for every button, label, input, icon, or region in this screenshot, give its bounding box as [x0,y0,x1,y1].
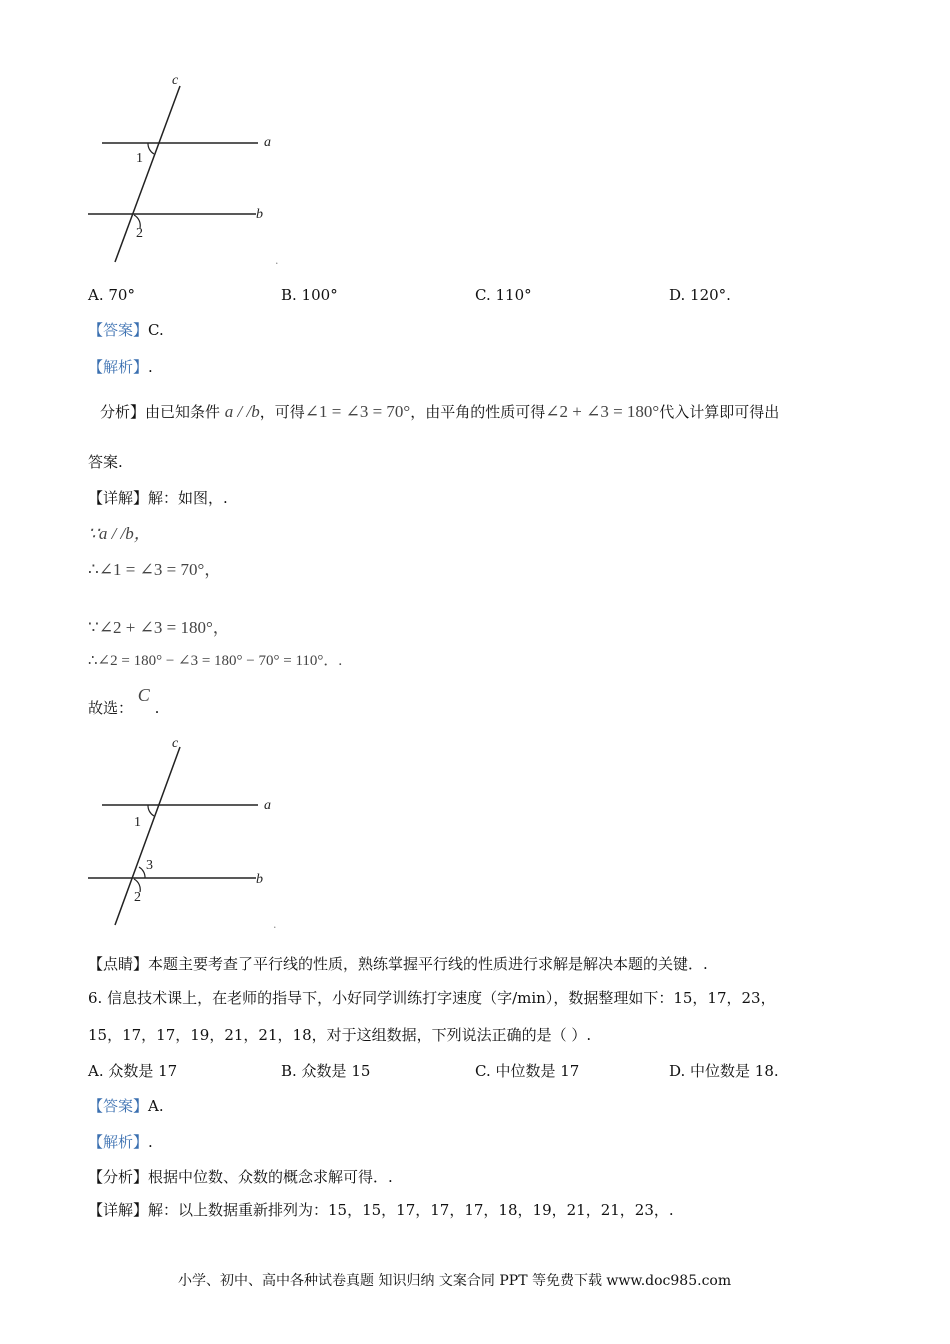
q5-options [0,286,950,308]
figure-parallel-lines-2 [80,735,290,935]
q5-fenxi-line2: 答案. [88,453,123,471]
q5-detail: 【详解】解：如图，. [88,489,228,507]
q5-option-a: A. 70° [88,286,135,304]
q5-option-d: D. 120°. [669,286,731,304]
q6-analysis-heading: 【解析】. [88,1133,153,1151]
label-angle-2: 2 [134,890,141,905]
angle-1-arc [148,143,154,154]
q5-step-3: ∵∠2 + ∠3 = 180°， [88,618,230,637]
label-angle-1: 1 [136,151,143,166]
label-a: a [264,798,271,813]
angle-3-arc [139,867,145,878]
q6-stem-line2: 15，17，17，19，21，21，18，对于这组数据，下列说法正确的是（ ）. [88,1026,592,1044]
label-b: b [256,207,263,222]
page-footer: 小学、初中、高中各种试卷真题 知识归纳 文案合同 PPT 等免费下载 www.doc985.com [178,1273,732,1289]
line-c [115,747,180,925]
q6-fenxi: 【分析】根据中位数、众数的概念求解可得．. [88,1168,393,1186]
q5-choose-value: C [137,685,150,705]
angle-1-arc [148,805,154,816]
label-angle-2: 2 [136,226,143,241]
q6-options [0,1060,950,1082]
q6-detail: 【详解】解：以上数据重新排列为：15，15，17，17，17，18，19，21，21，23，. [88,1201,674,1219]
q6-option-a: A. 众数是 17 [88,1062,178,1080]
q5-fenxi: 分析】由已知条件 a / /b，可得∠1 = ∠3 = 70°，由平角的性质可得∠2 + ∠3 = 180°代入计算即可得出 [100,402,780,421]
label-c: c [172,736,179,751]
q5-option-b: B. 100° [281,286,338,304]
mark: . [275,254,279,267]
mark: . [273,918,277,931]
label-a: a [264,135,271,150]
q5-answer: 【答案】C. [88,321,164,339]
label-b: b [256,872,263,887]
q5-option-c: C. 110° [475,286,532,304]
label-angle-3: 3 [146,858,153,873]
q6-option-d: D. 中位数是 18. [669,1062,779,1080]
q5-choose: 故选： C . [88,685,160,717]
figure-parallel-lines-1 [80,70,290,270]
q5-step-2: ∴∠1 = ∠3 = 70°， [88,560,222,579]
q6-option-b: B. 众数是 15 [281,1062,371,1080]
label-angle-1: 1 [134,815,141,830]
label-c: c [172,73,179,88]
q5-analysis-heading: 【解析】. [88,358,153,376]
q5-comment: 【点睛】本题主要考查了平行线的性质，熟练掌握平行线的性质进行求解是解决本题的关键．. [88,955,708,973]
q5-step-1: ∵a / /b， [88,524,151,543]
q5-step-4: ∴∠2 = 180° − ∠3 = 180° − 70° = 110°．. [88,653,343,669]
q6-stem-line1: 6. 信息技术课上，在老师的指导下，小好同学训练打字速度（字/min），数据整理如下：15，17，23， [88,989,776,1007]
q6-answer: 【答案】A. [88,1097,164,1115]
line-c [115,86,180,262]
q6-option-c: C. 中位数是 17 [475,1062,580,1080]
